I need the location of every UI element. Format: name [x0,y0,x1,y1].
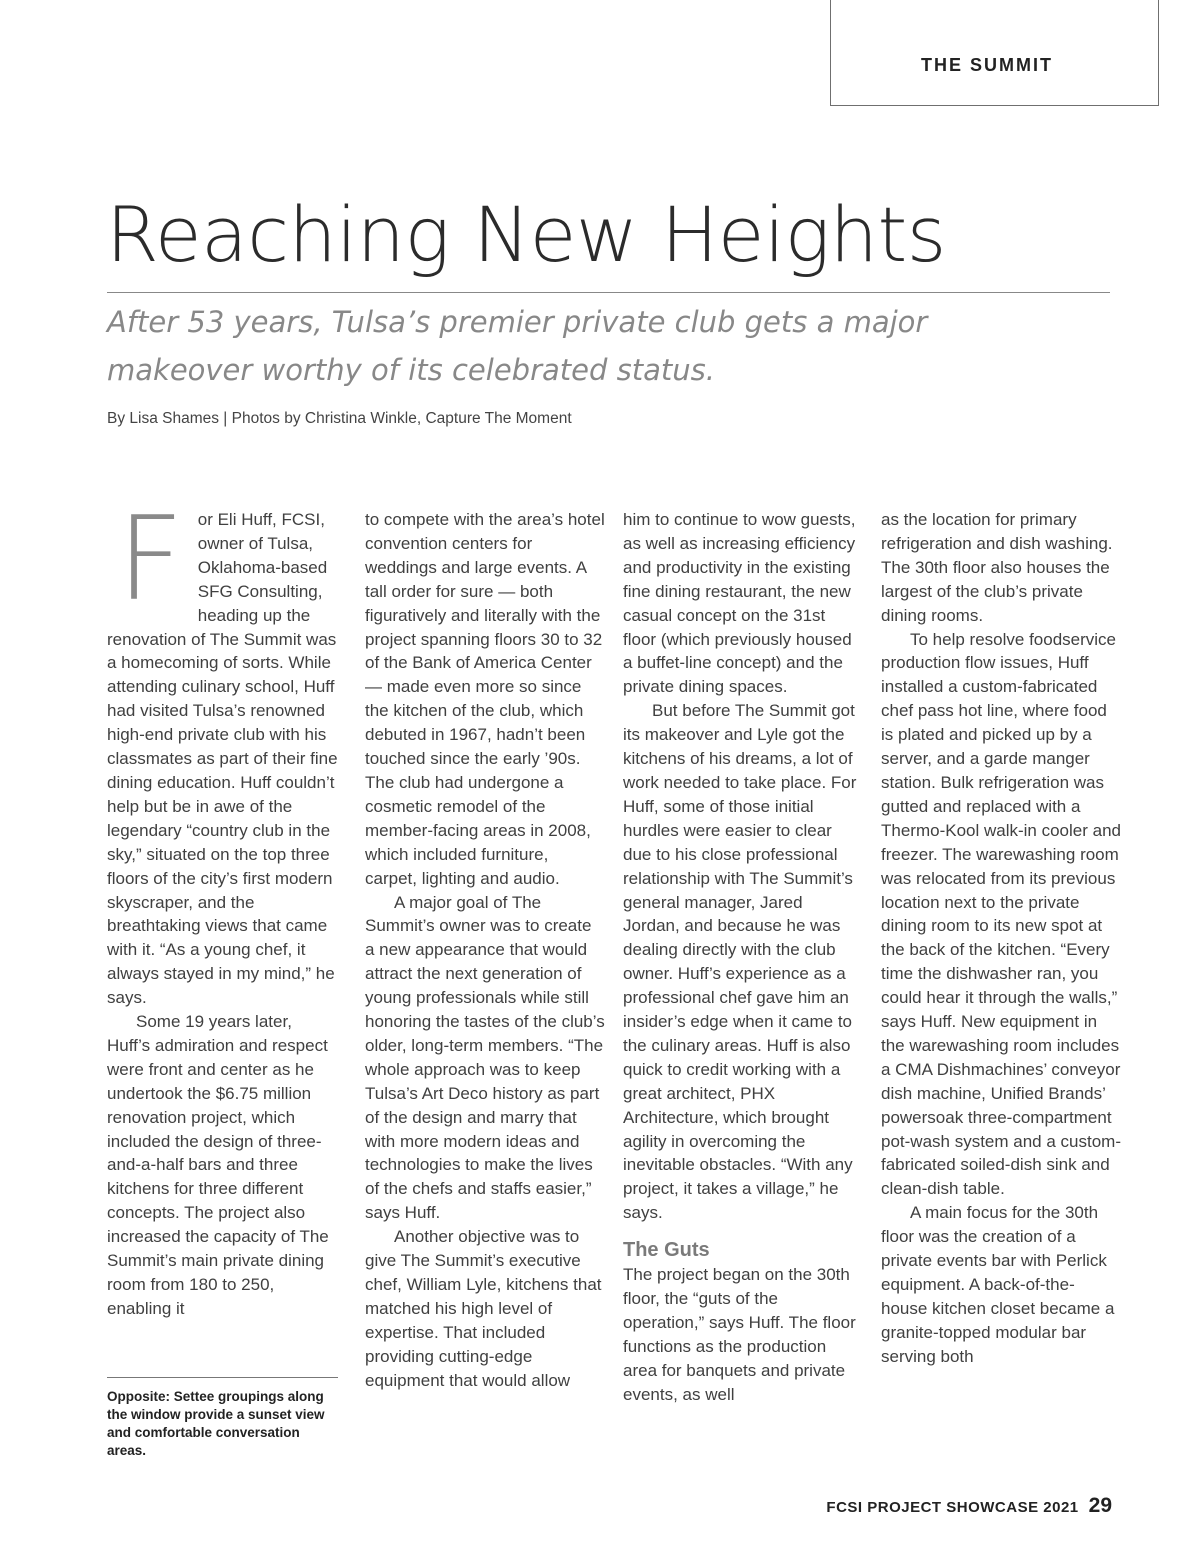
paragraph: Another objective was to give The Summit’s executive chef, William Lyle, kitchens that matched his high level of expertise. That included providing cutting-edge equipment that would allow [365,1227,602,1390]
paragraph: The project began on the 30th floor, the “guts of the operation,” says Huff. The floor functions as the production area for banquets and private events, as well [623,1265,856,1404]
article-title: Reaching New Heights [106,190,946,279]
section-label: THE SUMMIT [921,55,1053,75]
article-subtitle: After 53 years, Tulsa’s premier private club gets a major makeover worthy of its celebrated status. [107,305,928,387]
paragraph: A main focus for the 30th floor was the creation of a private events bar with Perlick equipment. A back-of-the-house kitchen closet became a granite-topped modular bar serving both [881,1203,1115,1366]
paragraph: as the location for primary refrigeration and dish washing. The 30th floor also houses the largest of the club’s private dining rooms. [881,510,1113,625]
paragraph: or Eli Huff, FCSI, owner of Tulsa, Oklahoma-based SFG Consulting, heading up the renovation of The Summit was a homecoming of sorts. While attending culinary school, Huff had visited Tulsa’s renowned high-end private club with his classmates as part of their fine dining education. Huff couldn’t help but be in awe of the legendary “country club in the sky,” situated on the top three floors of the city’s first modern skyscraper, and the breathtaking views that came with it. “As a young chef, it always stayed in my mind,” he says. [107,510,338,1008]
column-4 [881,508,1121,1369]
caption-divider [107,1377,338,1378]
paragraph: to compete with the area’s hotel convention centers for weddings and large events. A tall order for sure — both figuratively and literally with the project spanning floors 30 to 32 of the Bank of America Center — made even more so since the kitchen of the club, which debuted in 1967, hadn’t been touched since the early ’90s. The club had undergone a cosmetic remodel of the member-facing areas in 2008, which included furniture, carpet, lighting and audio. [365,510,605,888]
paragraph: But before The Summit got its makeover and Lyle got the kitchens of his dreams, a lot of work needed to take place. For Huff, some of those initial hurdles were easier to clear due to his close professional relationship with The Summit’s general manager, Jared Jordan, and because he was dealing directly with the club owner. Huff’s experience as a professional chef gave him an insider’s edge when it came to the culinary areas. Huff is also quick to credit working with a great architect, PHX Architecture, which brought agility in overcoming the inevitable obstacles. “With any project, it takes a village,” he says. [623,701,857,1223]
paragraph: him to continue to wow guests, as well as increasing efficiency and productivity in the existing fine dining restaurant, the new casual concept on the 31st floor (which previously housed a buffet-line concept) and the private dining spaces. [623,510,856,697]
paragraph: To help resolve foodservice production flow issues, Huff installed a custom-fabricated chef pass hot line, where food is plated and picked up by a server, and a garde manger station. Bulk refrigeration was gutted and replaced with a Thermo-Kool walk-in cooler and freezer. The warewashing room was relocated from its previous location next to the private dining room to its new spot at the back of the kitchen. “Every time the dishwasher ran, you could hear it through the walls,” says Huff. New equipment in the warewashing room includes a CMA Dishmachines’ conveyor dish machine, Unified Brands’ powersoak three-compartment pot-wash system and a custom-fabricated soiled-dish sink and clean-dish table. [881,629,1121,1199]
column-1 [107,492,339,1321]
section-tab-box [830,0,1159,106]
column-2 [365,508,605,1393]
publication-name: FCSI PROJECT SHOWCASE 2021 [826,1499,1079,1516]
subhead-the-guts: The Guts [623,1239,710,1262]
column-3 [623,508,863,1407]
photo-caption: Opposite: Settee groupings along the window provide a sunset view and comfortable conversation areas. [107,1389,325,1458]
page-footer [826,1494,1112,1518]
drop-cap: F [117,492,184,627]
title-divider [107,292,1110,293]
page-number: 29 [1088,1494,1112,1517]
byline: By Lisa Shames | Photos by Christina Winkle, Capture The Moment [107,410,572,427]
paragraph: A major goal of The Summit’s owner was to create a new appearance that would attract the next generation of young professionals while still honoring the tastes of the club’s older, long-term members. “The whole approach was to keep Tulsa’s Art Deco history as part of the design and marry that with more modern ideas and technologies to make the lives of the chefs and staffs easier,” says Huff. [365,892,605,1223]
paragraph: Some 19 years later, Huff’s admiration and respect were front and center as he undertook the $6.75 million renovation project, which included the design of three-and-a-half bars and three kitchens for three different concepts. The project also increased the capacity of The Summit’s main private dining room from 180 to 250, enabling it [107,1012,329,1318]
